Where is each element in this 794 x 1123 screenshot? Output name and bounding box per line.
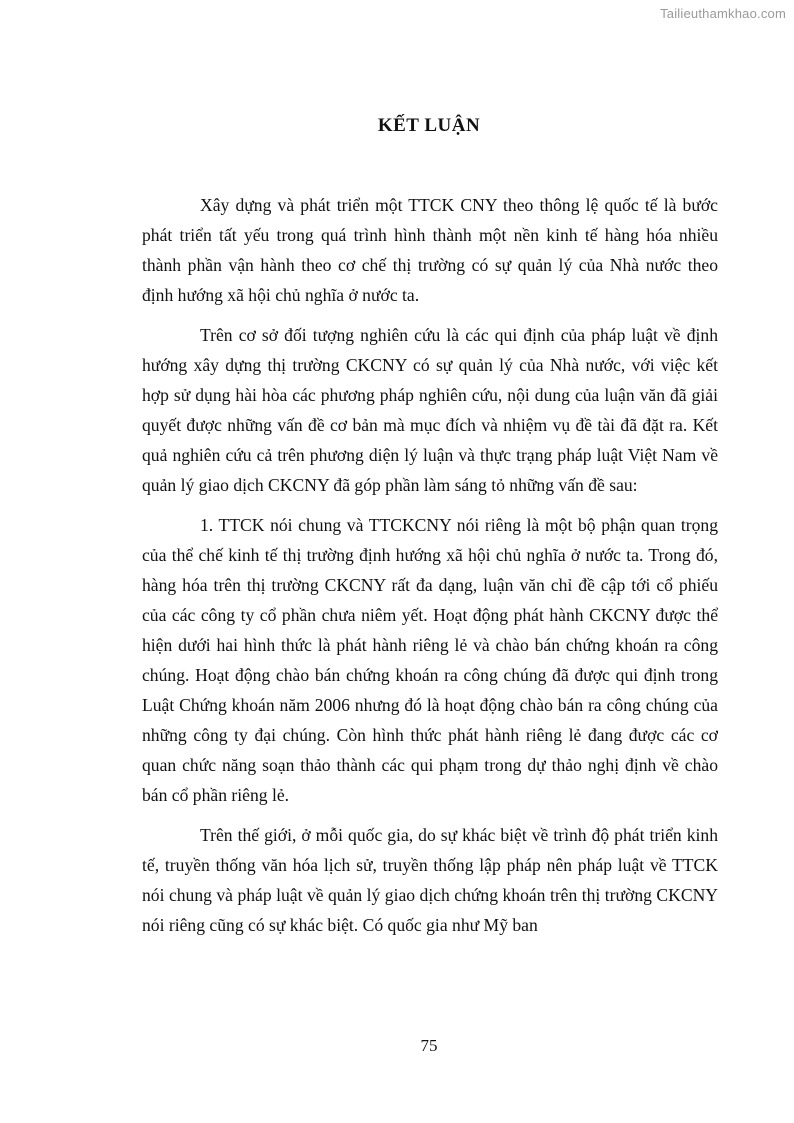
- page-title: KẾT LUẬN: [377, 115, 481, 136]
- body-text: [142, 190, 718, 950]
- paragraph: Trên thế giới, ở mỗi quốc gia, do sự khác biệt về trình độ phát triển kinh tế, truyền thống văn hóa lịch sử, truyền thống lập pháp nên pháp luật về TTCK nói chung và pháp luật về quản lý giao dịch chứng khoán trên thị trường CKCNY nói riêng cũng có sự khác biệt. Có quốc gia như Mỹ ban: [142, 825, 718, 935]
- page-number: 75: [420, 1036, 438, 1055]
- paragraph: Trên cơ sở đối tượng nghiên cứu là các qui định của pháp luật về định hướng xây dựng thị trường CKCNY có sự quản lý của Nhà nước, với việc kết hợp sử dụng hài hòa các phương pháp nghiên cứu, nội dung của luận văn đã giải quyết được những vấn đề cơ bản mà mục đích và nhiệm vụ đề tài đã đặt ra. Kết quả nghiên cứu cả trên phương diện lý luận và thực trạng pháp luật Việt Nam về quản lý giao dịch CKCNY đã góp phần làm sáng tỏ những vấn đề sau:: [142, 325, 718, 495]
- watermark: Tailieuthamkhao.com: [660, 6, 786, 21]
- paragraph: 1. TTCK nói chung và TTCKCNY nói riêng là một bộ phận quan trọng của thể chế kinh tế thị trường định hướng xã hội chủ nghĩa ở nước ta. Trong đó, hàng hóa trên thị trường CKCNY rất đa dạng, luận văn chỉ đề cập tới cổ phiếu của các công ty cổ phần chưa niêm yết. Hoạt động phát hành CKCNY được thể hiện dưới hai hình thức là phát hành riêng lẻ và chào bán chứng khoán ra công chúng. Hoạt động chào bán chứng khoán ra công chúng đã được qui định trong Luật Chứng khoán năm 2006 nhưng đó là hoạt động chào bán ra công chúng của những công ty đại chúng. Còn hình thức phát hành riêng lẻ đang được các cơ quan chức năng soạn thảo thành các qui phạm trong dự thảo nghị định về chào bán cổ phần riêng lẻ.: [142, 515, 718, 805]
- paragraph: Xây dựng và phát triển một TTCK CNY theo thông lệ quốc tế là bước phát triển tất yếu trong quá trình hình thành một nền kinh tế hàng hóa nhiều thành phần vận hành theo cơ chế thị trường có sự quản lý của Nhà nước theo định hướng xã hội chủ nghĩa ở nước ta.: [142, 195, 718, 305]
